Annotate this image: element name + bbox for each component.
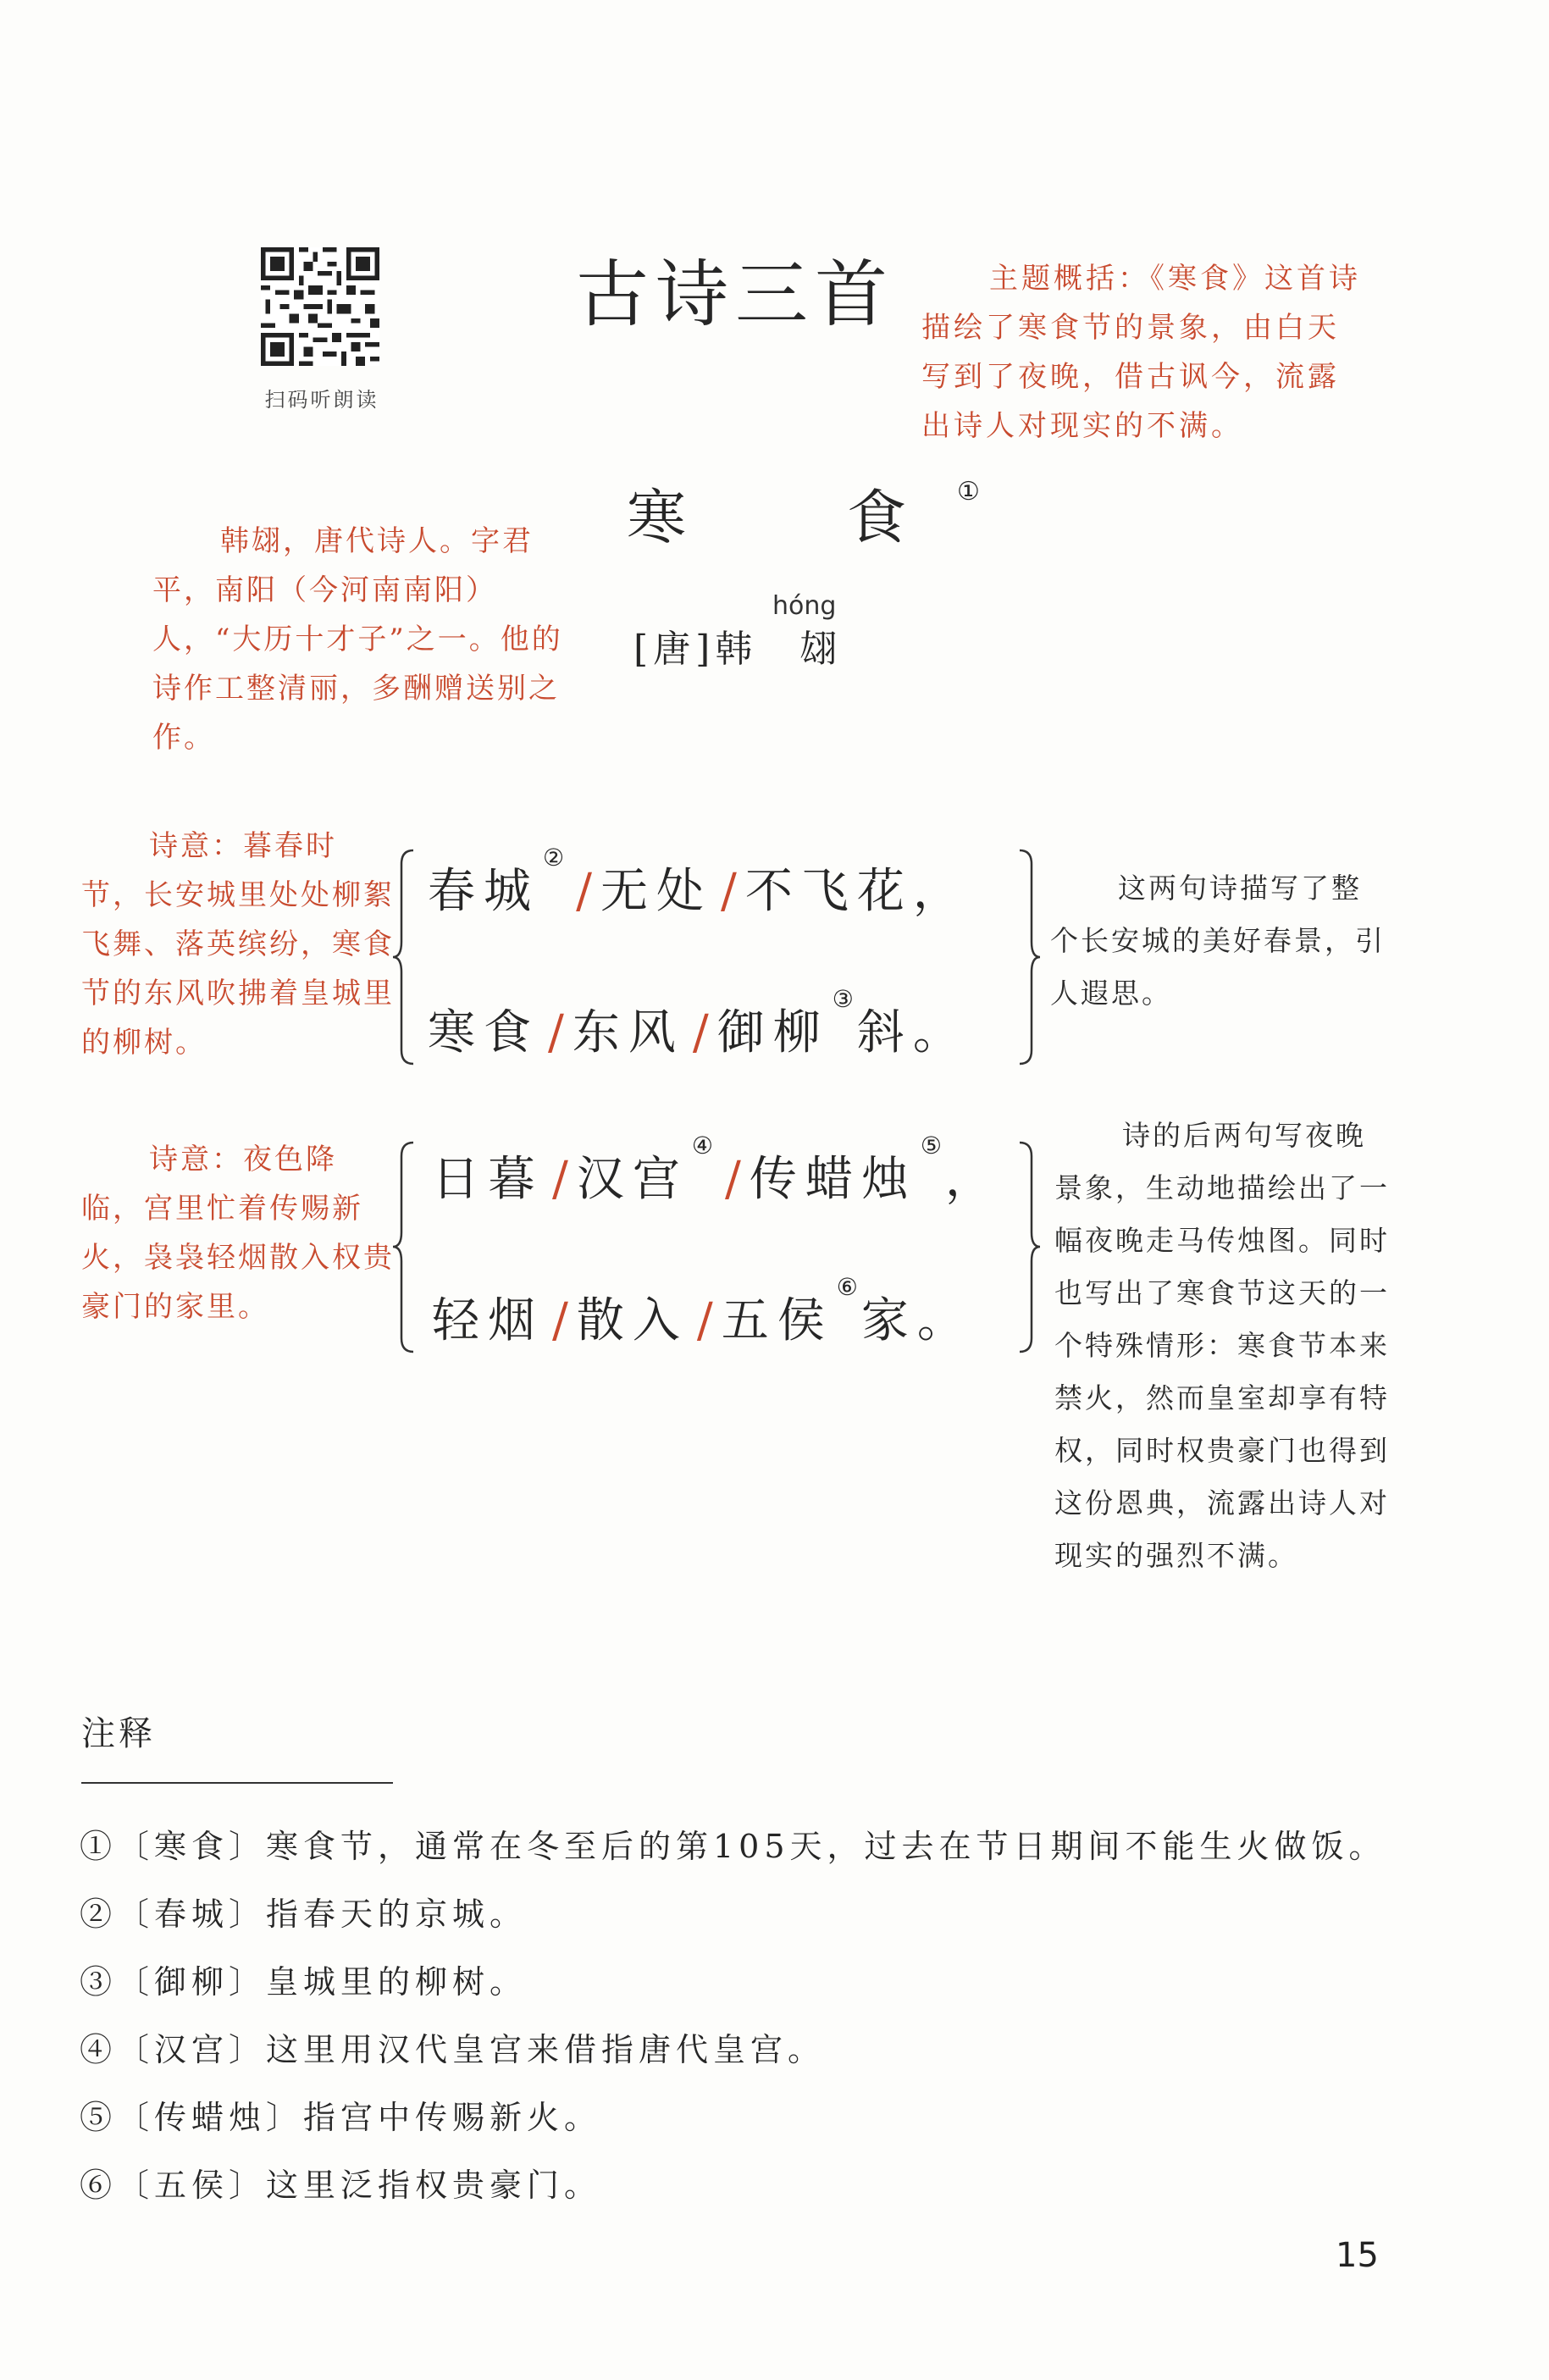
footnote-mark: ⑥ bbox=[836, 1273, 858, 1301]
note-item: ⑤〔传蜡烛〕指宫中传赐新火。 bbox=[80, 2099, 602, 2136]
note-item: ①〔寒食〕寒食节，通常在冬至后的第105天，过去在节日期间不能生火做饭。 bbox=[80, 1828, 1386, 1865]
verse-line-4 bbox=[432, 1273, 973, 1351]
verse-segment: 春城 bbox=[428, 864, 539, 919]
verse-line-3 bbox=[432, 1132, 1001, 1209]
pause-mark: / bbox=[552, 1293, 568, 1348]
verse-segment: 日暮 bbox=[432, 1152, 544, 1207]
notes-heading: 注释 bbox=[81, 1714, 156, 1753]
pause-mark: / bbox=[720, 864, 737, 919]
page-number: 15 bbox=[1336, 2236, 1379, 2275]
verse-segment: 斜。 bbox=[856, 1005, 969, 1060]
pause-mark: / bbox=[552, 1152, 568, 1207]
verse-segment: 寒食 bbox=[428, 1005, 539, 1060]
verse-segment: 家。 bbox=[860, 1293, 973, 1348]
pause-mark: / bbox=[692, 1005, 709, 1060]
author-annotation: 韩翃，唐代诗人。字君平，南阳（今河南南阳）人，“大历十才子”之一。他的诗作工整清丽，多酬赠送别之作。 bbox=[152, 524, 563, 755]
verse-segment: 轻烟 bbox=[432, 1293, 544, 1348]
right-brace-icon bbox=[1016, 847, 1042, 1067]
verse-segment: 汉宫 bbox=[576, 1152, 689, 1207]
footnote-mark: ⑤ bbox=[920, 1132, 942, 1160]
verse-line-1 bbox=[428, 844, 969, 922]
verse-commentary-2: 诗的后两句写夜晚景象，生动地描绘出了一幅夜晚走马传烛图。同时也写出了寒食节这天的一个特殊情形：寒食节本来禁火，然而皇室却享有特权，同时权贵豪门也得到这份恩典，流露出诗人对现实的强烈不满。 bbox=[1054, 1119, 1390, 1572]
verse-segment: ， bbox=[944, 1152, 1001, 1207]
verse-segment: 传蜡烛 bbox=[749, 1152, 917, 1207]
footnote-mark: ② bbox=[543, 844, 565, 872]
poem-title-text: 寒 食 bbox=[627, 483, 957, 552]
left-brace-icon bbox=[391, 1139, 417, 1355]
poem-title-footnote-mark: ① bbox=[957, 477, 980, 506]
verse-segment: 不飞花， bbox=[744, 864, 969, 919]
page-title: 古诗三首 bbox=[576, 252, 894, 337]
verse-segment: 无处 bbox=[600, 864, 712, 919]
verse-segment: 东风 bbox=[572, 1005, 684, 1060]
note-item: ④〔汉宫〕这里用汉代皇宫来借指唐代皇宫。 bbox=[80, 2031, 826, 2068]
pause-mark: / bbox=[696, 1293, 713, 1348]
theme-annotation: 主题概括：《寒食》这首诗描绘了寒食节的景象，由白天写到了夜晚，借古讽今，流露出诗人对现实的不满。 bbox=[921, 262, 1361, 443]
poem-title bbox=[627, 470, 980, 556]
meaning-annotation-2: 诗意：夜色降临，宫里忙着传赐新火，袅袅轻烟散入权贵豪门的家里。 bbox=[81, 1143, 395, 1324]
note-item: ②〔春城〕指春天的京城。 bbox=[80, 1896, 528, 1933]
notes-list bbox=[80, 1813, 1386, 2219]
pause-mark: / bbox=[724, 1152, 741, 1207]
footnote-mark: ③ bbox=[832, 985, 854, 1013]
footnote-mark: ④ bbox=[691, 1132, 713, 1160]
qr-code[interactable] bbox=[261, 247, 379, 366]
pause-mark: / bbox=[576, 864, 592, 919]
verse-segment: 御柳 bbox=[716, 1005, 829, 1060]
meaning-annotation-1: 诗意：暮春时节，长安城里处处柳絮飞舞、落英缤纷，寒食节的东风吹拂着皇城里的柳树。 bbox=[81, 829, 395, 1060]
qr-caption: 扫码听朗读 bbox=[264, 388, 379, 412]
note-item: ③〔御柳〕皇城里的柳树。 bbox=[80, 1963, 528, 2001]
verse-commentary-1: 这两句诗描写了整个长安城的美好春景，引人遐思。 bbox=[1050, 872, 1386, 1010]
verse-segment: 散入 bbox=[576, 1293, 689, 1348]
verse-line-2 bbox=[428, 985, 969, 1063]
author-pinyin: hóng bbox=[772, 591, 837, 621]
poem-author: [唐]韩 翃 bbox=[633, 628, 843, 671]
right-brace-icon bbox=[1016, 1139, 1042, 1355]
notes-divider bbox=[81, 1782, 393, 1784]
verse-segment: 五侯 bbox=[721, 1293, 833, 1348]
left-brace-icon bbox=[391, 847, 417, 1067]
note-item: ⑥〔五侯〕这里泛指权贵豪门。 bbox=[80, 2167, 602, 2204]
pause-mark: / bbox=[548, 1005, 564, 1060]
